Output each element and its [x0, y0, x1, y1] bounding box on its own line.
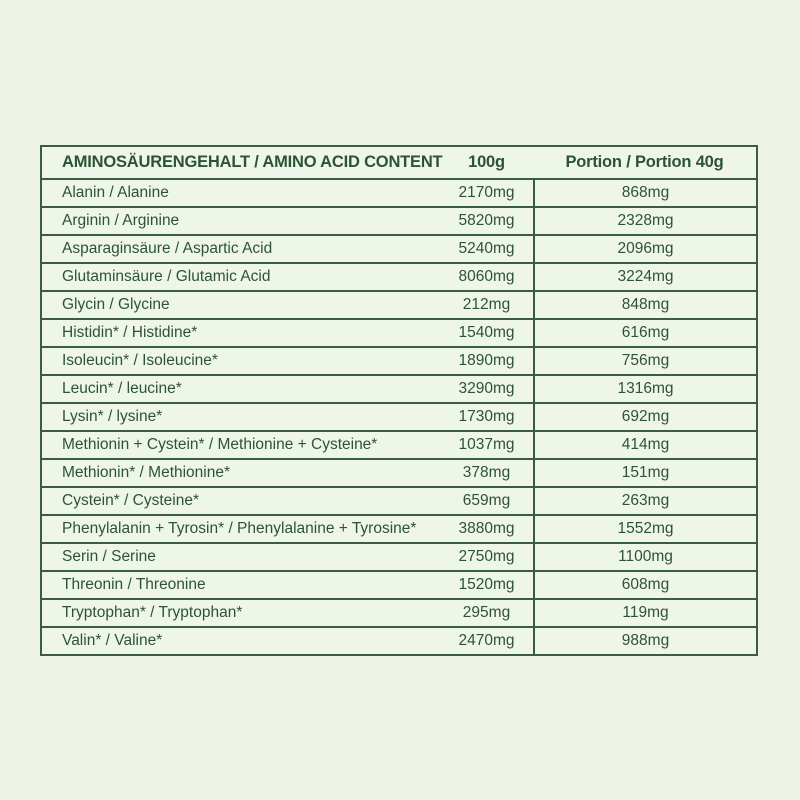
table-row — [42, 404, 756, 432]
amino-portion-value: 848mg — [533, 292, 756, 318]
amino-name: Tryptophan* / Tryptophan* — [62, 604, 243, 621]
amino-per-100g-value: 1540mg — [458, 324, 515, 341]
table-row — [42, 320, 756, 348]
header-per-100g: 100g — [468, 153, 505, 171]
table-row — [42, 460, 756, 488]
amino-portion-value: 3224mg — [533, 264, 756, 290]
amino-per-100g-value: 1037mg — [458, 436, 515, 453]
amino-per-100g-value: 212mg — [462, 296, 511, 313]
amino-portion-value: 2096mg — [533, 236, 756, 262]
amino-name: Alanin / Alanine — [62, 184, 169, 201]
amino-portion-value: 868mg — [533, 180, 756, 206]
table-row — [42, 488, 756, 516]
amino-portion-value: 263mg — [533, 488, 756, 514]
amino-name: Asparaginsäure / Aspartic Acid — [62, 240, 273, 257]
table-row — [42, 292, 756, 320]
amino-per-100g-value: 8060mg — [458, 268, 515, 285]
amino-per-100g-value: 2750mg — [458, 548, 515, 565]
amino-portion-value: 756mg — [533, 348, 756, 374]
table-row — [42, 236, 756, 264]
table-row — [42, 348, 756, 376]
amino-portion-value: 151mg — [533, 460, 756, 486]
amino-portion-value: 616mg — [533, 320, 756, 346]
amino-name: Cystein* / Cysteine* — [62, 492, 199, 509]
amino-acid-table — [40, 145, 758, 656]
amino-portion-value: 988mg — [533, 628, 756, 654]
amino-per-100g-value: 2470mg — [458, 632, 515, 649]
table-row — [42, 264, 756, 292]
amino-per-100g-value: 295mg — [462, 604, 511, 621]
amino-name: Isoleucin* / Isoleucine* — [62, 352, 218, 369]
table-row — [42, 628, 756, 654]
amino-per-100g-value: 1890mg — [458, 352, 515, 369]
amino-portion-value: 414mg — [533, 432, 756, 458]
amino-per-100g-value: 378mg — [462, 464, 511, 481]
table-row — [42, 376, 756, 404]
amino-portion-value: 608mg — [533, 572, 756, 598]
amino-per-100g-value: 5240mg — [458, 240, 515, 257]
amino-portion-value: 692mg — [533, 404, 756, 430]
amino-name: Histidin* / Histidine* — [62, 324, 198, 341]
table-row — [42, 180, 756, 208]
table-row — [42, 516, 756, 544]
table-row — [42, 432, 756, 460]
header-portion-40g: Portion / Portion 40g — [565, 153, 724, 171]
header-amino-acid-content: AMINOSÄURENGEHALT / AMINO ACID CONTENT — [62, 153, 443, 171]
amino-portion-value: 1552mg — [533, 516, 756, 542]
amino-name: Valin* / Valine* — [62, 632, 163, 649]
amino-name: Serin / Serine — [62, 548, 156, 565]
table-row — [42, 572, 756, 600]
amino-portion-value: 1316mg — [533, 376, 756, 402]
amino-per-100g-value: 2170mg — [458, 184, 515, 201]
amino-per-100g-value: 3880mg — [458, 520, 515, 537]
table-row — [42, 208, 756, 236]
amino-name: Phenylalanin + Tyrosin* / Phenylalanine + Tyrosine* — [62, 520, 417, 537]
amino-name: Methionin + Cystein* / Methionine + Cysteine* — [62, 436, 378, 453]
table-row — [42, 544, 756, 572]
amino-name: Arginin / Arginine — [62, 212, 180, 229]
amino-portion-value: 2328mg — [533, 208, 756, 234]
amino-per-100g-value: 3290mg — [458, 380, 515, 397]
amino-per-100g-value: 5820mg — [458, 212, 515, 229]
amino-per-100g-value: 1520mg — [458, 576, 515, 593]
amino-portion-value: 1100mg — [533, 544, 756, 570]
amino-name: Glycin / Glycine — [62, 296, 170, 313]
table-row — [42, 600, 756, 628]
amino-name: Leucin* / leucine* — [62, 380, 182, 397]
amino-per-100g-value: 659mg — [462, 492, 511, 509]
amino-per-100g-value: 1730mg — [458, 408, 515, 425]
table-header-row — [42, 147, 756, 180]
amino-portion-value: 119mg — [533, 600, 756, 626]
amino-table-body — [42, 180, 756, 654]
amino-name: Glutaminsäure / Glutamic Acid — [62, 268, 271, 285]
amino-name: Lysin* / lysine* — [62, 408, 163, 425]
amino-name: Threonin / Threonine — [62, 576, 206, 593]
amino-name: Methionin* / Methionine* — [62, 464, 231, 481]
